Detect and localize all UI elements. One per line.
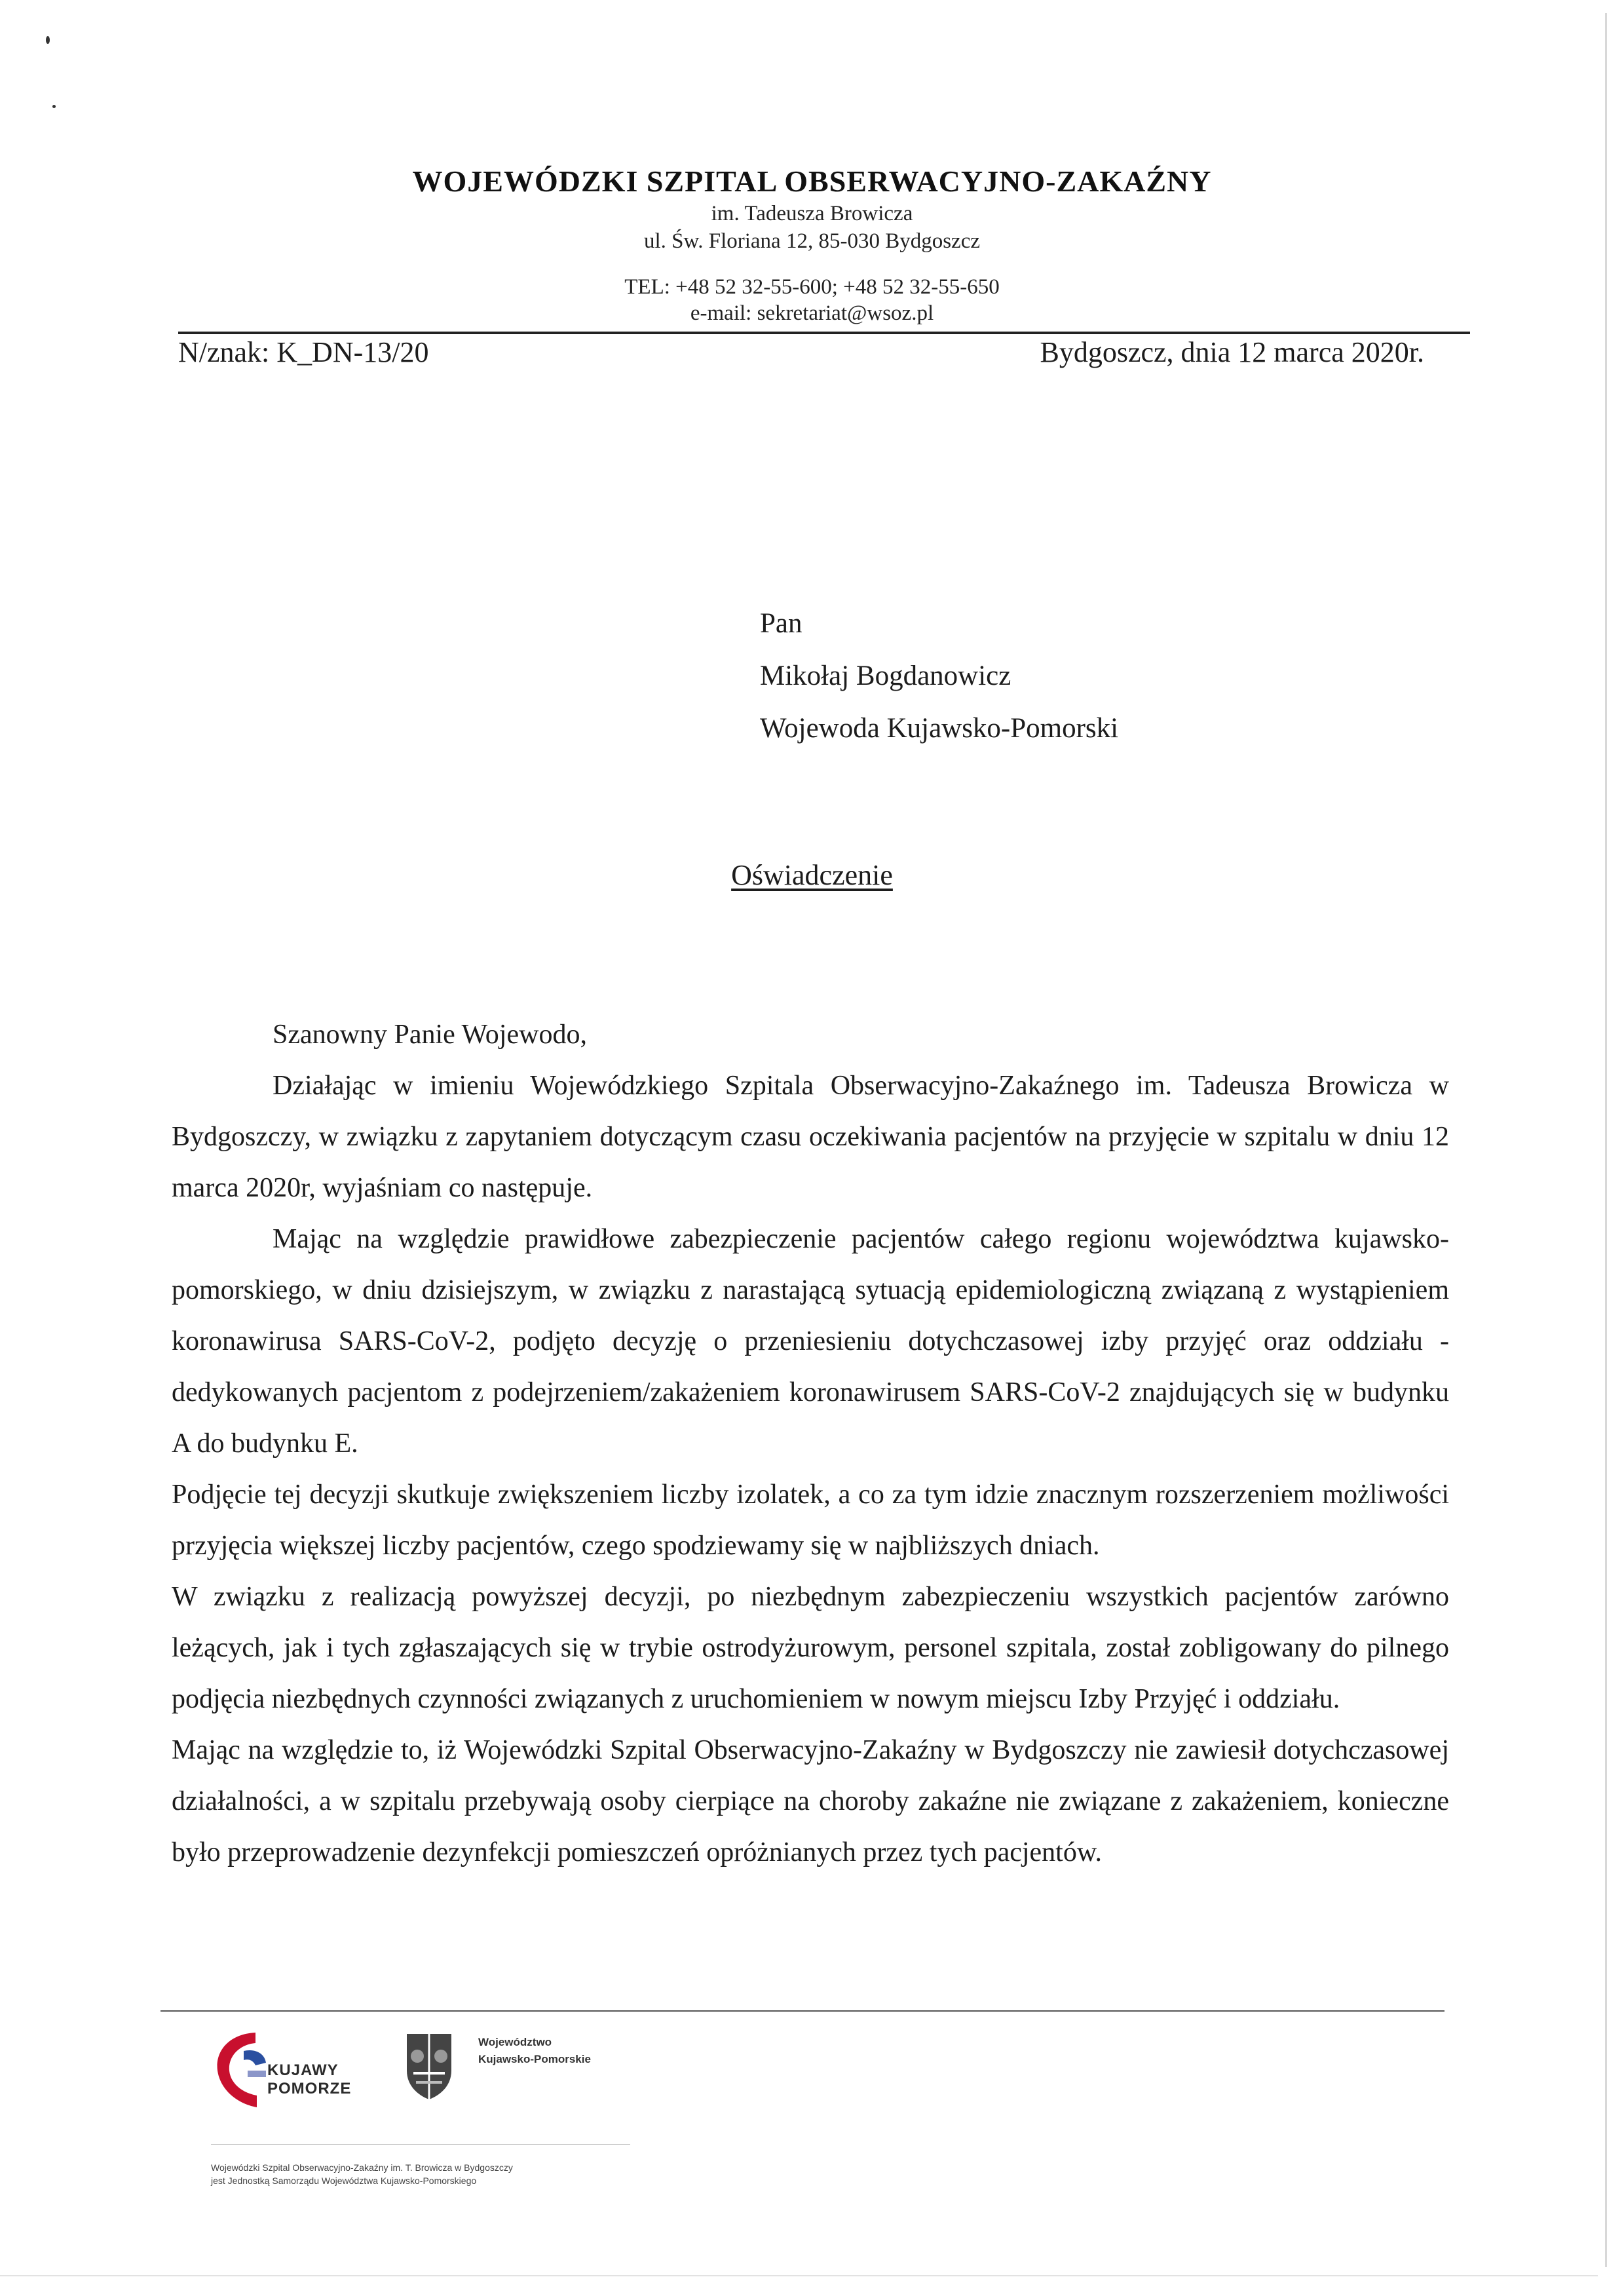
voivodeship-wordmark (478, 2034, 591, 2068)
hospital-patron: im. Tadeusza Browicza (711, 202, 913, 225)
paragraph-2: Mając na względzie prawidłowe zabezpieczenie pacjentów całego regionu województwa kujawsko-pomorskiego, w dniu dzisiejszym, w związku z narastającą sytuacją epidemiologiczną związaną z wystąpieniem koronawirusa SARS-CoV-2, podjęto decyzję o przeniesieniu dotychczasowej izby przyjęć oraz oddziału - dedykowanych pacjentom z podejrzeniem/zakażeniem koronawirusem SARS-CoV-2 znajdujących się w budynku A do budynku E. (172, 1224, 1449, 1459)
paragraph-3: Podjęcie tej decyzji skutkuje zwiększeniem liczby izolatek, a co za tym idzie znacznym rozszerzeniem możliwości przyjęcia większej liczby pacjentów, czego spodziewamy się w najbliższych dniach. (172, 1480, 1449, 1561)
addressee-block (760, 598, 1118, 755)
footer-note (211, 2161, 513, 2187)
document-title (0, 858, 1624, 892)
footer-logos (210, 2025, 668, 2123)
pomorze-wordmark-line: POMORZE (267, 2080, 352, 2097)
voivodeship-crest-icon (403, 2030, 455, 2102)
reference-number: N/znak: K_DN-13/20 (178, 336, 429, 368)
footer-note-line: jest Jednostką Samorządu Województwa Kujawsko-Pomorskiego (211, 2175, 477, 2186)
scan-edge (1605, 13, 1607, 2267)
hospital-name: WOJEWÓDZKI SZPITAL OBSERWACYJNO-ZAKAŹNY (412, 164, 1212, 198)
scan-speck (52, 105, 56, 108)
paragraph-5: Mając na względzie to, iż Wojewódzki Szpital Obserwacyjno-Zakaźny w Bydgoszczy nie zawiesił dotychczasowej działalności, a w szpitalu przebywają osoby cierpiące na choroby zakaźne nie związane z zakażeniem, konieczne było przeprowadzenie dezynfekcji pomieszczeń opróżnianych przez tych pacjentów. (172, 1735, 1449, 1867)
hospital-phone: TEL: +48 52 32-55-600; +48 52 32-55-650 (624, 275, 1000, 299)
letter-body (172, 1009, 1449, 1878)
addressee-position: Wojewoda Kujawsko-Pomorski (760, 713, 1119, 744)
greeting: Szanowny Panie Wojewodo, (273, 1020, 587, 1050)
date-line: Bydgoszcz, dnia 12 marca 2020r. (1040, 336, 1424, 368)
kujawy-pomorze-logo (210, 2025, 380, 2116)
addressee-salutation: Pan (760, 608, 803, 639)
kujawy-pomorze-wordmark (267, 2061, 351, 2098)
addressee-name: Mikołaj Bogdanowicz (760, 660, 1011, 691)
kujawy-wordmark-line: KUJAWY (267, 2061, 339, 2079)
voivodeship-wordmark-line: Województwo (478, 2036, 552, 2048)
kujawy-pomorze-mark-icon (210, 2025, 269, 2116)
voivodeship-wordmark-line: Kujawsko-Pomorskie (478, 2053, 591, 2065)
footer-note-line: Wojewódzki Szpital Obserwacyjno-Zakaźny im. T. Browicza w Bydgoszczy (211, 2162, 513, 2173)
document-title-text: Oświadczenie (731, 859, 893, 891)
hospital-address: ul. Św. Floriana 12, 85-030 Bydgoszcz (644, 229, 980, 253)
scan-speck (46, 36, 50, 44)
footer-note-divider (211, 2144, 630, 2145)
paragraph-4: W związku z realizacją powyższej decyzji, po niezbędnym zabezpieczeniu wszystkich pacjentów zarówno leżących, jak i tych zgłaszających się w trybie ostrodyżurowym, personel szpitala, został zobligowany do pilnego podjęcia niezbędnych czynności związanych z uruchomieniem w nowym miejscu Izby Przyjęć i oddziału. (172, 1582, 1449, 1714)
paragraph-1: Działając w imieniu Wojewódzkiego Szpitala Obserwacyjno-Zakaźnego im. Tadeusza Browicza w Bydgoszczy, w związku z zapytaniem dotyczącym czasu oczekiwania pacjentów na przyjęcie w szpitalu w dniu 12 marca 2020r, wyjaśniam co następuje. (172, 1071, 1449, 1203)
hospital-email: e-mail: sekretariat@wsoz.pl (690, 301, 934, 325)
scan-bottom-edge (0, 2275, 1598, 2276)
footer-divider (161, 2010, 1445, 2012)
letterhead-divider (178, 332, 1470, 334)
